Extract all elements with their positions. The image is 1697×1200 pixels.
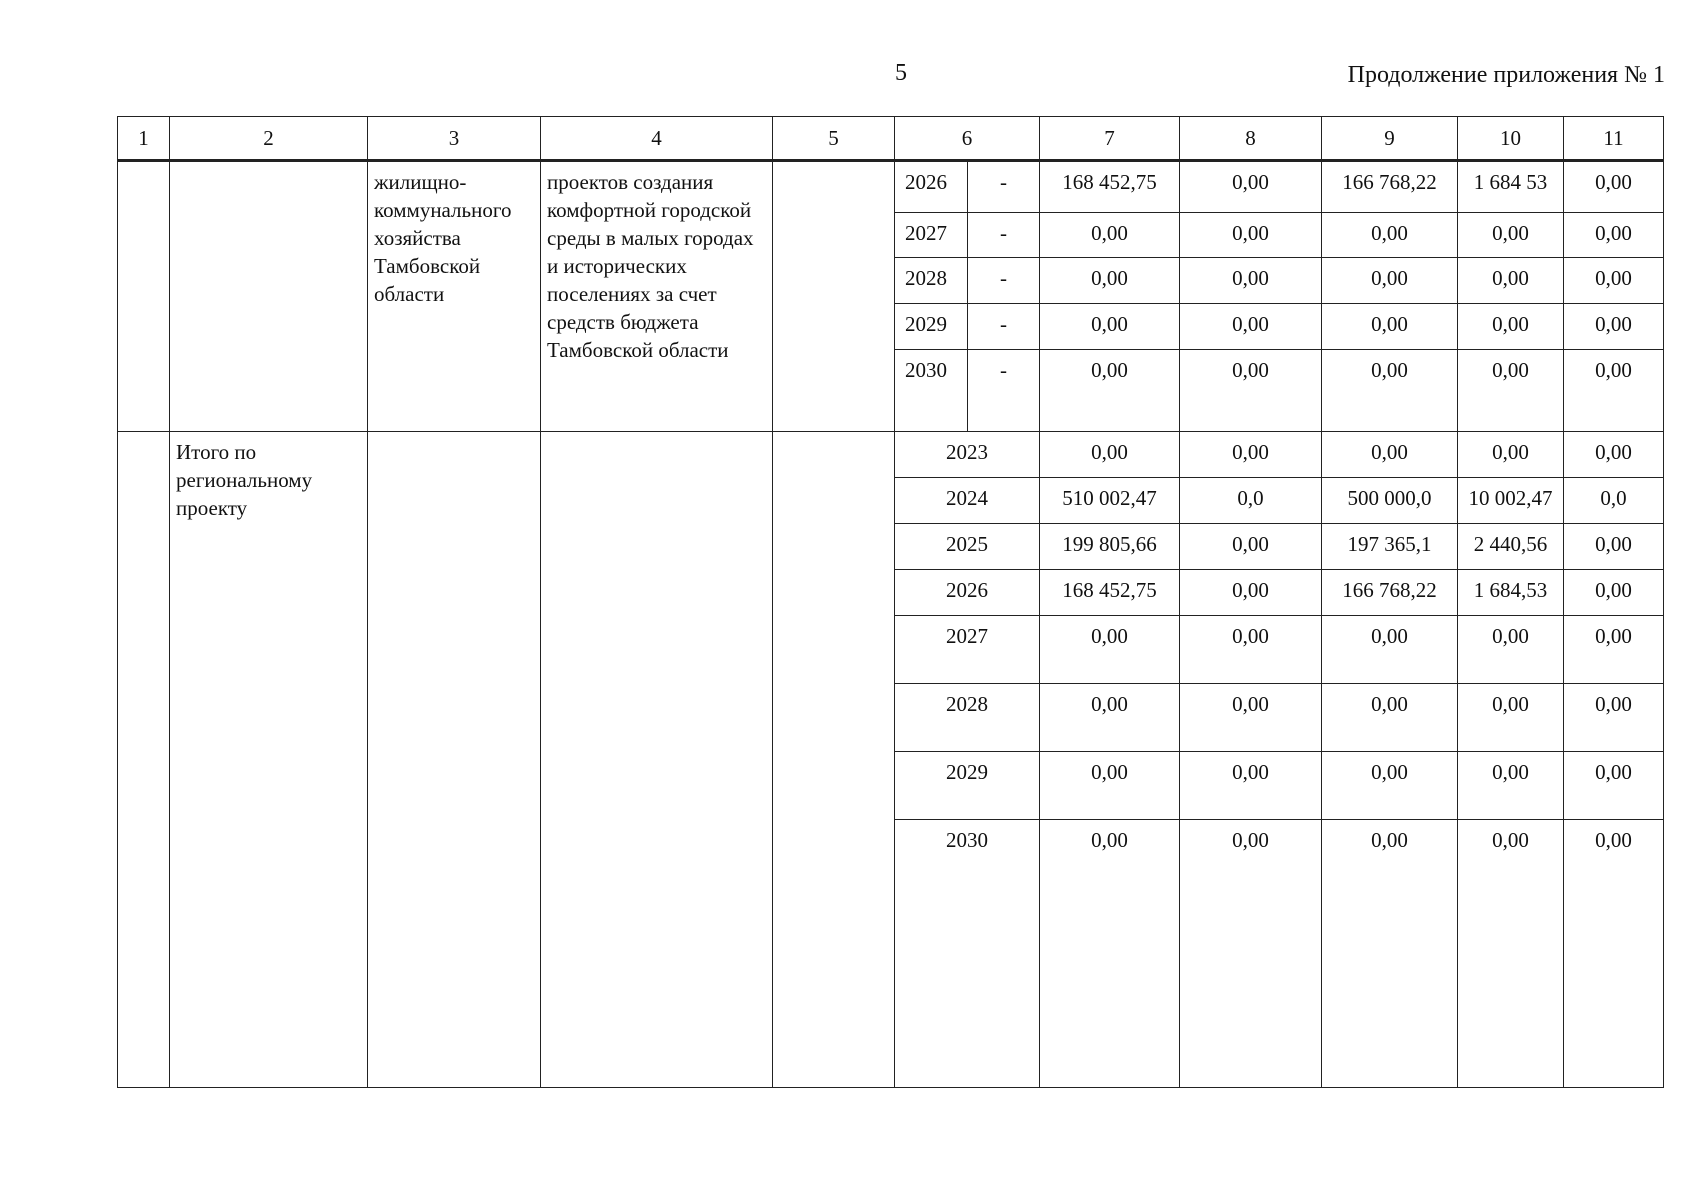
cell-col5	[773, 161, 895, 432]
value-cell: 0,00	[1458, 616, 1564, 684]
total-label-cell: Итого по региональному проекту	[170, 432, 368, 1088]
value-cell: 0,00	[1564, 752, 1664, 820]
responsible-executor-cell: жилищно-коммунального хозяйства Тамбовской области	[368, 161, 541, 432]
value-cell: 0,00	[1458, 258, 1564, 304]
value-cell: 0,00	[1564, 616, 1664, 684]
value-cell: 166 768,22	[1322, 570, 1458, 616]
header-cell: 3	[368, 117, 541, 161]
value-cell: 10 002,47	[1458, 478, 1564, 524]
value-cell: 0,00	[1040, 213, 1180, 258]
value-cell: 0,00	[1040, 684, 1180, 752]
column-number-row	[118, 117, 1664, 161]
year-cell: 2027	[895, 213, 968, 258]
page-number: 5	[895, 60, 907, 86]
year-cell: 2023	[895, 432, 1040, 478]
dash-cell: -	[968, 350, 1040, 432]
value-cell: 1 684 53	[1458, 161, 1564, 213]
value-cell: 2 440,56	[1458, 524, 1564, 570]
value-cell: 510 002,47	[1040, 478, 1180, 524]
value-cell: 0,00	[1040, 304, 1180, 350]
value-cell: 0,00	[1564, 820, 1664, 1088]
value-cell: 0,00	[1180, 820, 1322, 1088]
value-cell: 166 768,22	[1322, 161, 1458, 213]
year-cell: 2030	[895, 820, 1040, 1088]
header-cell: 9	[1322, 117, 1458, 161]
value-cell: 0,00	[1180, 258, 1322, 304]
cell-col3	[368, 432, 541, 1088]
year-cell: 2029	[895, 752, 1040, 820]
value-cell: 0,00	[1180, 350, 1322, 432]
value-cell: 0,00	[1180, 432, 1322, 478]
value-cell: 0,00	[1564, 258, 1664, 304]
value-cell: 0,00	[1564, 304, 1664, 350]
year-cell: 2028	[895, 684, 1040, 752]
value-cell: 1 684,53	[1458, 570, 1564, 616]
value-cell: 0,00	[1040, 752, 1180, 820]
value-cell: 0,00	[1458, 752, 1564, 820]
year-cell: 2030	[895, 350, 968, 432]
event-description-cell: проектов создания комфортной городской среды в малых городах и исторических поселениях за счет средств бюджета Тамбовской области	[541, 161, 773, 432]
value-cell: 168 452,75	[1040, 161, 1180, 213]
year-cell: 2024	[895, 478, 1040, 524]
value-cell: 0,00	[1180, 570, 1322, 616]
value-cell: 0,00	[1322, 820, 1458, 1088]
value-cell: 199 805,66	[1040, 524, 1180, 570]
year-cell: 2026	[895, 161, 968, 213]
year-cell: 2028	[895, 258, 968, 304]
cell-col1	[118, 432, 170, 1088]
table-row	[118, 161, 1664, 213]
value-cell: 0,00	[1040, 258, 1180, 304]
value-cell: 0,00	[1322, 350, 1458, 432]
year-cell: 2026	[895, 570, 1040, 616]
dash-cell: -	[968, 161, 1040, 213]
year-cell: 2025	[895, 524, 1040, 570]
value-cell: 0,00	[1322, 213, 1458, 258]
value-cell: 0,00	[1180, 524, 1322, 570]
value-cell: 0,00	[1458, 432, 1564, 478]
value-cell: 0,00	[1322, 304, 1458, 350]
value-cell: 0,00	[1564, 432, 1664, 478]
value-cell: 197 365,1	[1322, 524, 1458, 570]
appendix-table	[117, 116, 1664, 1088]
value-cell: 0,00	[1458, 350, 1564, 432]
value-cell: 0,00	[1180, 684, 1322, 752]
value-cell: 0,00	[1564, 213, 1664, 258]
dash-cell: -	[968, 213, 1040, 258]
value-cell: 0,00	[1040, 350, 1180, 432]
value-cell: 500 000,0	[1322, 478, 1458, 524]
value-cell: 0,00	[1564, 161, 1664, 213]
value-cell: 168 452,75	[1040, 570, 1180, 616]
header-cell: 2	[170, 117, 368, 161]
table-row	[118, 432, 1664, 478]
value-cell: 0,00	[1564, 684, 1664, 752]
value-cell: 0,00	[1564, 524, 1664, 570]
value-cell: 0,00	[1180, 752, 1322, 820]
value-cell: 0,00	[1040, 616, 1180, 684]
cell-col5	[773, 432, 895, 1088]
cell-col2	[170, 161, 368, 432]
header-cell: 8	[1180, 117, 1322, 161]
value-cell: 0,00	[1458, 304, 1564, 350]
header-cell: 1	[118, 117, 170, 161]
header-cell: 7	[1040, 117, 1180, 161]
value-cell: 0,00	[1458, 213, 1564, 258]
value-cell: 0,00	[1180, 213, 1322, 258]
header-cell: 10	[1458, 117, 1564, 161]
value-cell: 0,00	[1322, 258, 1458, 304]
header-cell: 6	[895, 117, 1040, 161]
header-cell: 4	[541, 117, 773, 161]
value-cell: 0,00	[1040, 432, 1180, 478]
value-cell: 0,00	[1322, 684, 1458, 752]
value-cell: 0,00	[1322, 752, 1458, 820]
value-cell: 0,0	[1564, 478, 1664, 524]
value-cell: 0,00	[1458, 684, 1564, 752]
header-cell: 5	[773, 117, 895, 161]
continuation-title: Продолжение приложения № 1	[1347, 62, 1665, 88]
year-cell: 2029	[895, 304, 968, 350]
dash-cell: -	[968, 258, 1040, 304]
value-cell: 0,00	[1040, 820, 1180, 1088]
cell-col1	[118, 161, 170, 432]
value-cell: 0,00	[1180, 304, 1322, 350]
value-cell: 0,00	[1180, 161, 1322, 213]
value-cell: 0,00	[1322, 432, 1458, 478]
value-cell: 0,00	[1322, 616, 1458, 684]
value-cell: 0,00	[1180, 616, 1322, 684]
year-cell: 2027	[895, 616, 1040, 684]
header-cell: 11	[1564, 117, 1664, 161]
dash-cell: -	[968, 304, 1040, 350]
value-cell: 0,00	[1564, 570, 1664, 616]
value-cell: 0,0	[1180, 478, 1322, 524]
value-cell: 0,00	[1458, 820, 1564, 1088]
value-cell: 0,00	[1564, 350, 1664, 432]
cell-col4	[541, 432, 773, 1088]
